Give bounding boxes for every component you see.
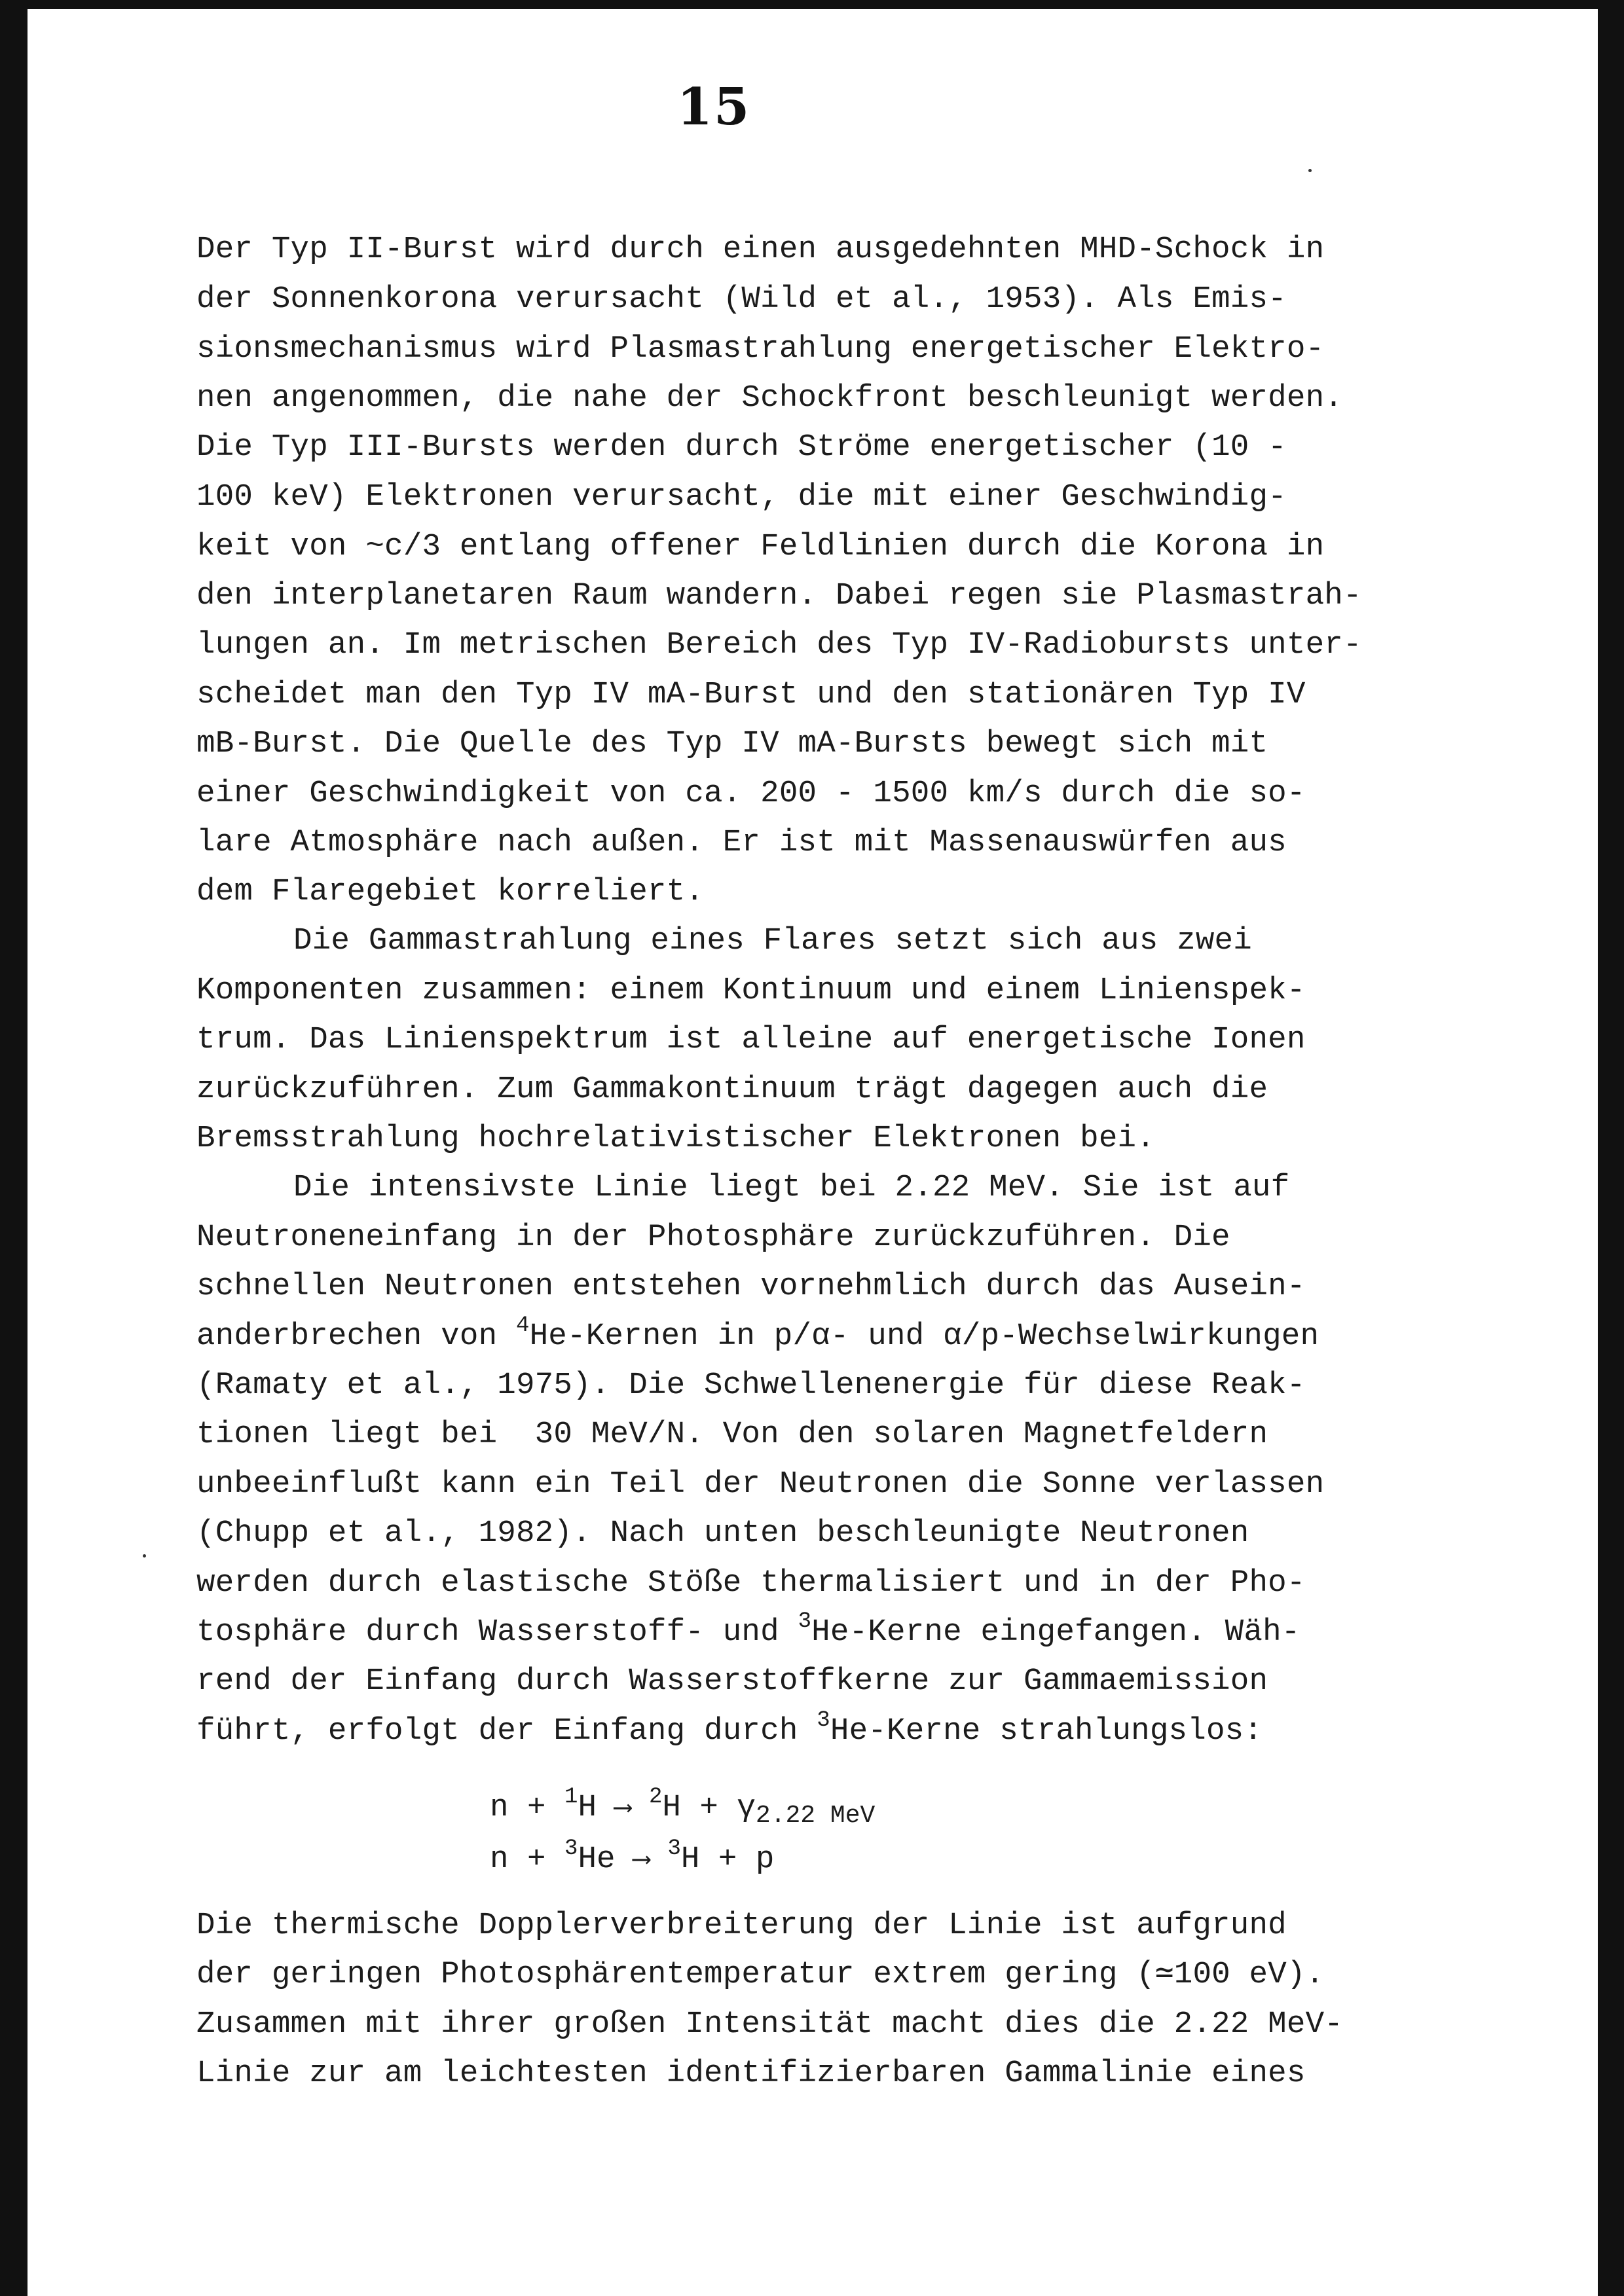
scan-speck (1308, 169, 1312, 172)
text-line: (Ramaty et al., 1975). Die Schwellenenergie für diese Reak- (196, 1368, 1306, 1403)
superscript: 3 (564, 1836, 578, 1861)
text-line: den interplanetaren Raum wandern. Dabei regen sie Plasmastrah- (196, 578, 1362, 613)
text-fragment: führt, erfolgt der Einfang durch (196, 1713, 817, 1749)
text-line: dem Flaregebiet korreliert. (196, 874, 705, 909)
text-line (196, 1708, 1263, 1749)
text-fragment: He-Kerne eingefangen. Wäh- (811, 1614, 1301, 1650)
text-line: unbeeinflußt kann ein Teil der Neutronen die Sonne verlassen (196, 1467, 1325, 1502)
eq-term: H (578, 1790, 597, 1825)
superscript: 1 (564, 1785, 578, 1810)
text-line: lungen an. Im metrischen Bereich des Typ IV-Radiobursts unter- (196, 627, 1362, 663)
equation-2 (490, 1836, 775, 1877)
superscript: 4 (515, 1313, 530, 1338)
scan-border-right (1598, 0, 1624, 2296)
text-line: Der Typ II-Burst wird durch einen ausgedehnten MHD-Schock in (196, 232, 1325, 267)
text-line: Die Gammastrahlung eines Flares setzt sich aus zwei (293, 923, 1252, 958)
eq-term: H + γ (662, 1790, 756, 1825)
superscript: 3 (798, 1609, 812, 1634)
arrow-icon: ⟶ (614, 1795, 631, 1824)
text-line: 100 keV) Elektronen verursacht, die mit einer Geschwindig- (196, 479, 1287, 515)
superscript: 3 (817, 1708, 830, 1733)
text-line: zurückzuführen. Zum Gammakontinuum trägt dagegen auch die (196, 1072, 1268, 1107)
text-fragment: He-Kernen in p/α- und α/p-Wechselwirkungen (529, 1319, 1320, 1354)
text-line: Die thermische Dopplerverbreiterung der Linie ist aufgrund (196, 1908, 1287, 1943)
subscript: 2.22 MeV (755, 1802, 876, 1830)
text-line: trum. Das Linienspektrum ist alleine auf energetische Ionen (196, 1022, 1306, 1057)
equation-1 (490, 1785, 876, 1830)
text-line: werden durch elastische Stöße thermalisiert und in der Pho- (196, 1565, 1306, 1601)
scan-border-left (0, 0, 28, 2296)
text-line: sionsmechanismus wird Plasmastrahlung energetischer Elektro- (196, 331, 1325, 367)
text-line (196, 1609, 1301, 1650)
text-fragment: anderbrechen von (196, 1319, 516, 1354)
scan-border-top (0, 0, 1624, 9)
text-line: der geringen Photosphärentemperatur extrem gering (≃100 eV). (196, 1957, 1325, 1992)
text-line: Bremsstrahlung hochrelativistischer Elektronen bei. (196, 1121, 1155, 1156)
text-line: Zusammen mit ihrer großen Intensität macht dies die 2.22 MeV- (196, 2007, 1343, 2042)
text-fragment: tosphäre durch Wasserstoff- und (196, 1614, 798, 1650)
text-line: Die Typ III-Bursts werden durch Ströme energetischer (10 - (196, 429, 1287, 465)
eq-term: He (578, 1842, 616, 1877)
eq-term: n + (490, 1842, 565, 1877)
text-line: scheidet man den Typ IV mA-Burst und den stationären Typ IV (196, 677, 1306, 712)
text-line: rend der Einfang durch Wasserstoffkerne zur Gammaemission (196, 1664, 1268, 1699)
text-line: tionen liegt bei 30 MeV/N. Von den solaren Magnetfeldern (196, 1417, 1268, 1452)
eq-term: H + p (680, 1842, 775, 1877)
text-line: nen angenommen, die nahe der Schockfront beschleunigt werden. (196, 380, 1343, 416)
text-line: Neutroneneinfang in der Photosphäre zurückzuführen. Die (196, 1220, 1230, 1255)
scan-speck (143, 1554, 146, 1558)
page-number: 15 (676, 77, 751, 137)
text-fragment: He-Kerne strahlungslos: (830, 1713, 1263, 1749)
text-line: lare Atmosphäre nach außen. Er ist mit Massenauswürfen aus (196, 825, 1287, 860)
eq-term: n + (490, 1790, 565, 1825)
text-line: keit von ~c/3 entlang offener Feldlinien durch die Korona in (196, 529, 1325, 564)
text-line (196, 1313, 1320, 1354)
text-line: Linie zur am leichtesten identifizierbaren Gammalinie eines (196, 2056, 1306, 2091)
text-line: mB-Burst. Die Quelle des Typ IV mA-Bursts bewegt sich mit (196, 726, 1268, 761)
text-line: Die intensivste Linie liegt bei 2.22 MeV. Sie ist auf (293, 1170, 1290, 1205)
text-line: einer Geschwindigkeit von ca. 200 - 1500 km/s durch die so- (196, 776, 1306, 811)
arrow-icon: ⟶ (633, 1846, 650, 1876)
text-line: der Sonnenkorona verursacht (Wild et al., 1953). Als Emis- (196, 282, 1287, 317)
superscript: 3 (667, 1836, 681, 1861)
text-line: Komponenten zusammen: einem Kontinuum und einem Linienspek- (196, 973, 1306, 1008)
text-line: (Chupp et al., 1982). Nach unten beschleunigte Neutronen (196, 1516, 1249, 1551)
superscript: 2 (648, 1785, 663, 1810)
text-line: schnellen Neutronen entstehen vornehmlich durch das Ausein- (196, 1269, 1306, 1304)
